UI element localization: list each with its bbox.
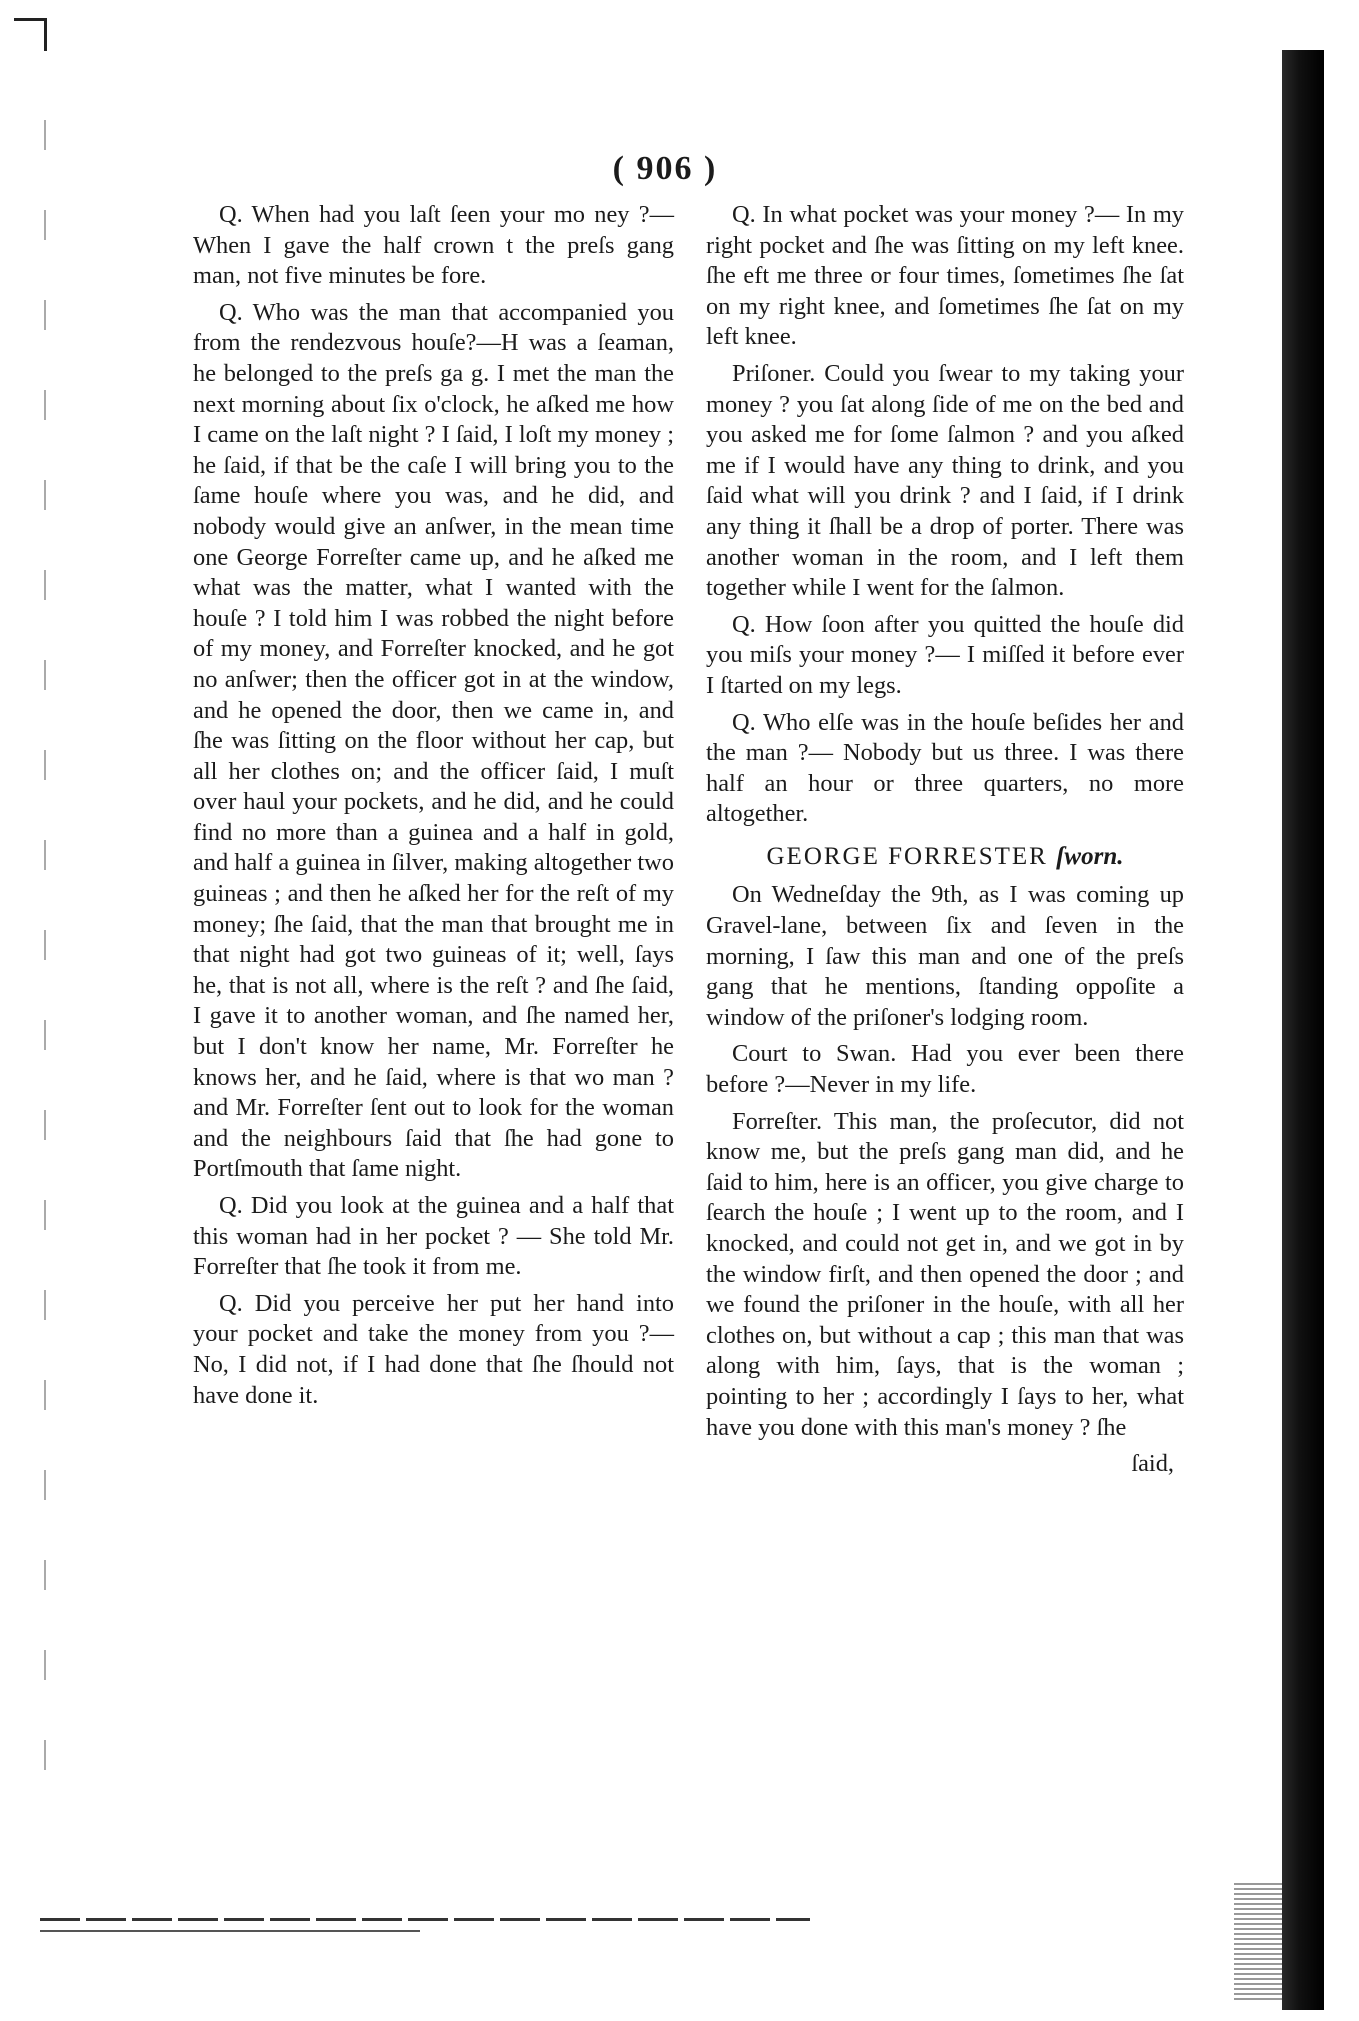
- right-paragraph-3: Q. How ſoon after you quitted the houſe did you miſs your money ?— I miſſed it before ever I ſtarted on my legs.: [706, 610, 1184, 699]
- page-number: ( 906 ): [612, 150, 718, 187]
- left-column: [193, 200, 674, 1417]
- scan-bottom-rule: [40, 1918, 810, 1921]
- left-paragraph-2: Q. Who was the man that accompanied you from the rendezvous houſe?—H was a ſeaman, he belonged to the preſs ga g. I met the man the next morning about ſix o'clock, he aſked me how I came on the laſt night ? I ſaid, I loſt my money ; he ſaid, if that be the caſe I will bring you to the ſame houſe where you was, and he did, and nobody would give an anſwer, in the mean time one George Forreſter came up, and he aſked me what was the matter, what I wanted with the houſe ? I told him I was robbed the night before of my money, and Forreſter knocked, and he got no anſwer; then the officer got in at the window, and he opened the door, then we came in, and ſhe was ſitting on the floor without her cap, but all her clothes on; and the officer ſaid, I muſt over haul your pockets, and he did, and he could find no more than a guinea and a half in gold, and half a guinea in ſilver, making altogether two guineas ; and then he aſked her for the reſt of my money; ſhe ſaid, that the man that brought me in that night had got two guineas of it; well, ſays he, that is not all, where is the reſt ? and ſhe ſaid, I gave it to another woman, and ſhe named her, but I don't know her name, Mr. Forreſter he knows her, and he ſaid, where is that wo man ? and Mr. Forreſter ſent out to look for the woman and the neighbours ſaid that ſhe had gone to Portſmouth that ſame night.: [193, 298, 674, 1183]
- scan-bottom-rule-secondary: [40, 1930, 420, 1932]
- right-paragraph-6: Court to Swan. Had you ever been there before ?—Never in my life.: [706, 1040, 1184, 1099]
- right-paragraph-4: Q. Who elſe was in the houſe beſides her and the man ?— Nobody but us three. I was there half an hour or three quarters, no more altogether.: [706, 708, 1184, 828]
- scan-corner-mark: [14, 18, 47, 51]
- catchword: ſaid,: [1131, 1450, 1174, 1478]
- scan-margin-line: [44, 120, 46, 1820]
- scan-edge-bar: [1282, 50, 1324, 2010]
- scan-edge-fray: [1234, 1880, 1284, 2000]
- right-column: [706, 200, 1184, 1480]
- right-paragraph-5: On Wedneſday the 9th, as I was coming up Gravel-lane, between ſix and ſeven in the morning, I ſaw this man and one of the preſs gang that he mentions, ſtanding oppoſite a window of the priſoner's lodging room.: [706, 881, 1184, 1031]
- right-paragraph-7: Forreſter. This man, the proſecutor, did not know me, but the preſs gang man did, and he ſaid to him, here is an officer, you give charge to ſearch the houſe ; I went up to the room, and I knocked, and could not get in, and we got in by the window firſt, and then opened the door ; and we found the priſoner in the houſe, with all her clothes on, but without a cap ; this man that was along with him, ſays, that is the woman ; pointing to her ; accordingly I ſays to her, what have you done with this man's money ? ſhe: [706, 1107, 1184, 1441]
- left-paragraph-3: Q. Did you look at the guinea and a half that this woman had in her pocket ? — She told Mr. Forreſter that ſhe took it from me.: [193, 1192, 674, 1281]
- witness-name: GEORGE FORRESTER: [766, 842, 1048, 870]
- right-paragraph-1: Q. In what pocket was your money ?— In my right pocket and ſhe was ſitting on my left knee. ſhe eft me three or four times, ſometimes ſhe ſat on my right knee, and ſometimes ſhe ſat on my left knee.: [706, 201, 1184, 351]
- witness-heading: [706, 842, 1184, 873]
- right-paragraph-2: Priſoner. Could you ſwear to my taking your money ? you ſat along ſide of me on the bed and you asked me for ſome ſalmon ? and you aſked me if I would have any thing to drink, and you ſaid what will you drink ? and I ſaid, if I drink any thing it ſhall be a drop of porter. There was another woman in the room, and I left them together while I went for the ſalmon.: [706, 359, 1184, 602]
- left-paragraph-4: Q. Did you perceive her put her hand into your pocket and take the money from you ?— No, I did not, if I had done that ſhe ſhould not have done it.: [193, 1289, 674, 1409]
- witness-sworn: ſworn.: [1056, 842, 1124, 870]
- left-paragraph-1: Q. When had you laſt ſeen your mo ney ?— When I gave the half crown t the preſs gang man, not five minutes be fore.: [193, 201, 674, 290]
